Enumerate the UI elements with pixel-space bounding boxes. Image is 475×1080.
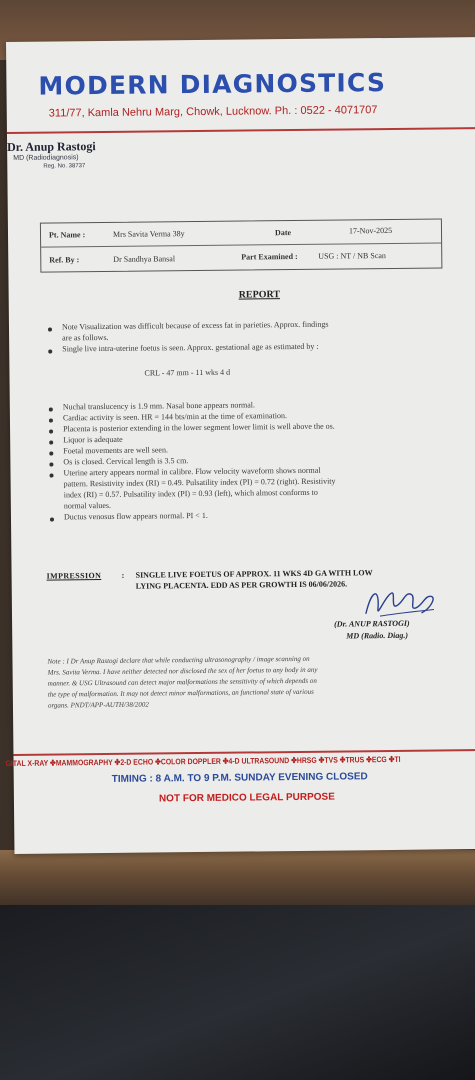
signature-name: (Dr. ANUP RASTOGI)	[334, 618, 410, 629]
report-line: Foetal movements are well seen.	[63, 445, 168, 456]
report-line: Uterine artery appears normal in calibre. Flow velocity waveform shows normal	[63, 465, 321, 478]
part-examined-value: USG : NT / NB Scan	[318, 251, 386, 261]
patient-name-label: Pt. Name :	[48, 230, 86, 240]
header-divider	[7, 127, 475, 133]
clinic-logo: MODERN DIAGNOSTICS	[38, 68, 387, 101]
doctor-name: Dr. Anup Rastogi	[7, 139, 96, 154]
services-list: GITAL X-RAY ✤MAMMOGRAPHY ✤2-D ECHO ✤COLOR DOPPLER ✤4-D ULTRASOUND ✤HRSG ✤TVS ✤TRUS ✤ECG ✤TI	[5, 754, 401, 769]
referred-by-value: Dr Sandhya Bansal	[113, 254, 176, 264]
doctor-qualification: MD (Radiodiagnosis)	[13, 154, 79, 162]
report-line: are as follows.	[62, 332, 109, 343]
impression-separator: :	[121, 570, 125, 580]
declaration-note-line: manner. & USG Ultrasound can detect major malformations the sensitivity of which depends on	[47, 676, 317, 688]
timing-info: TIMING : 8 A.M. TO 9 P.M. SUNDAY EVENING CLOSED	[111, 771, 368, 785]
referred-by-label: Ref. By :	[49, 255, 80, 265]
bullet	[50, 518, 54, 522]
declaration-note-line: Note : I Dr Anup Rastogi declare that while conducting ultrasonography / image scanning on	[47, 654, 310, 666]
bullet	[48, 350, 52, 354]
patient-name-value: Mrs Savita Verma 38y	[112, 229, 185, 239]
report-line: Note Visualization was difficult because of excess fat in parieties. Approx. findings	[61, 319, 329, 332]
clinic-address: 311/77, Kamla Nehru Marg, Chowk, Lucknow. Ph. : 0522 - 4071707	[48, 104, 378, 120]
report-line: Cardiac activity is seen. HR = 144 bts/min at the time of examination.	[62, 411, 288, 423]
patient-info-box	[40, 218, 443, 272]
date-label: Date	[274, 228, 292, 238]
declaration-note-line: organs. PNDT/APP-AUTH/38/2002	[47, 700, 149, 710]
report-line: Liquor is adequate	[63, 434, 123, 445]
report-sheet	[6, 37, 475, 854]
declaration-note-line: the type of malformation. It may not detect minor malformations, an functional state of various	[47, 687, 314, 699]
declaration-note-line: Mrs. Savita Verma. I have neither detected nor disclosed the sex of her foetus to any body in any	[47, 665, 318, 677]
impression-line: SINGLE LIVE FOETUS OF APPROX. 11 WKS 4D GA WITH LOW	[135, 568, 373, 580]
medico-legal-disclaimer: NOT FOR MEDICO LEGAL PURPOSE	[158, 791, 335, 805]
doctor-registration: Reg. No. 38737	[43, 163, 86, 170]
impression-line: LYING PLACENTA. EDD AS PER GROWTH IS 06/06/2026.	[135, 579, 348, 591]
report-heading: REPORT	[238, 289, 281, 301]
bullet	[50, 474, 54, 478]
impression-label: IMPRESSION	[46, 571, 102, 581]
bullet	[48, 328, 52, 332]
part-examined-label: Part Examined :	[241, 251, 298, 262]
bullet	[49, 430, 53, 434]
signature-qualification: MD (Radio. Diag.)	[346, 630, 409, 641]
bullet	[49, 452, 53, 456]
report-line: pattern. Resistivity index (RI) = 0.49. Pulsatility index (PI) = 0.72 (right). Resistivity	[63, 476, 336, 489]
report-line: Os is closed. Cervical length is 3.5 cm.	[63, 456, 189, 467]
date-value: 17-Nov-2025	[348, 225, 393, 236]
report-line: index (RI) = 0.57. Pulsatility index (PI) = 0.93 (left), which almost conforms to	[63, 487, 318, 500]
info-box-divider	[41, 242, 441, 247]
report-line: Single live intra-uterine foetus is seen. Approx. gestational age as estimated by :	[62, 341, 319, 354]
floor-background	[0, 905, 475, 1080]
bullet	[49, 463, 53, 467]
report-line-crl: CRL - 47 mm - 11 wks 4 d	[144, 367, 231, 378]
report-line: Ductus venosus flow appears normal. PI < 1.	[63, 510, 208, 522]
doctor-signature	[360, 582, 440, 623]
report-line: Placenta is posterior extending in the lower segment lower limit is well above the os.	[63, 421, 335, 434]
bullet	[49, 419, 53, 423]
footer-divider	[13, 749, 475, 755]
bullet	[49, 408, 53, 412]
report-line: Nuchal translucency is 1.9 mm. Nasal bone appears normal.	[62, 400, 256, 412]
report-line: normal values.	[63, 500, 112, 511]
bullet	[49, 441, 53, 445]
